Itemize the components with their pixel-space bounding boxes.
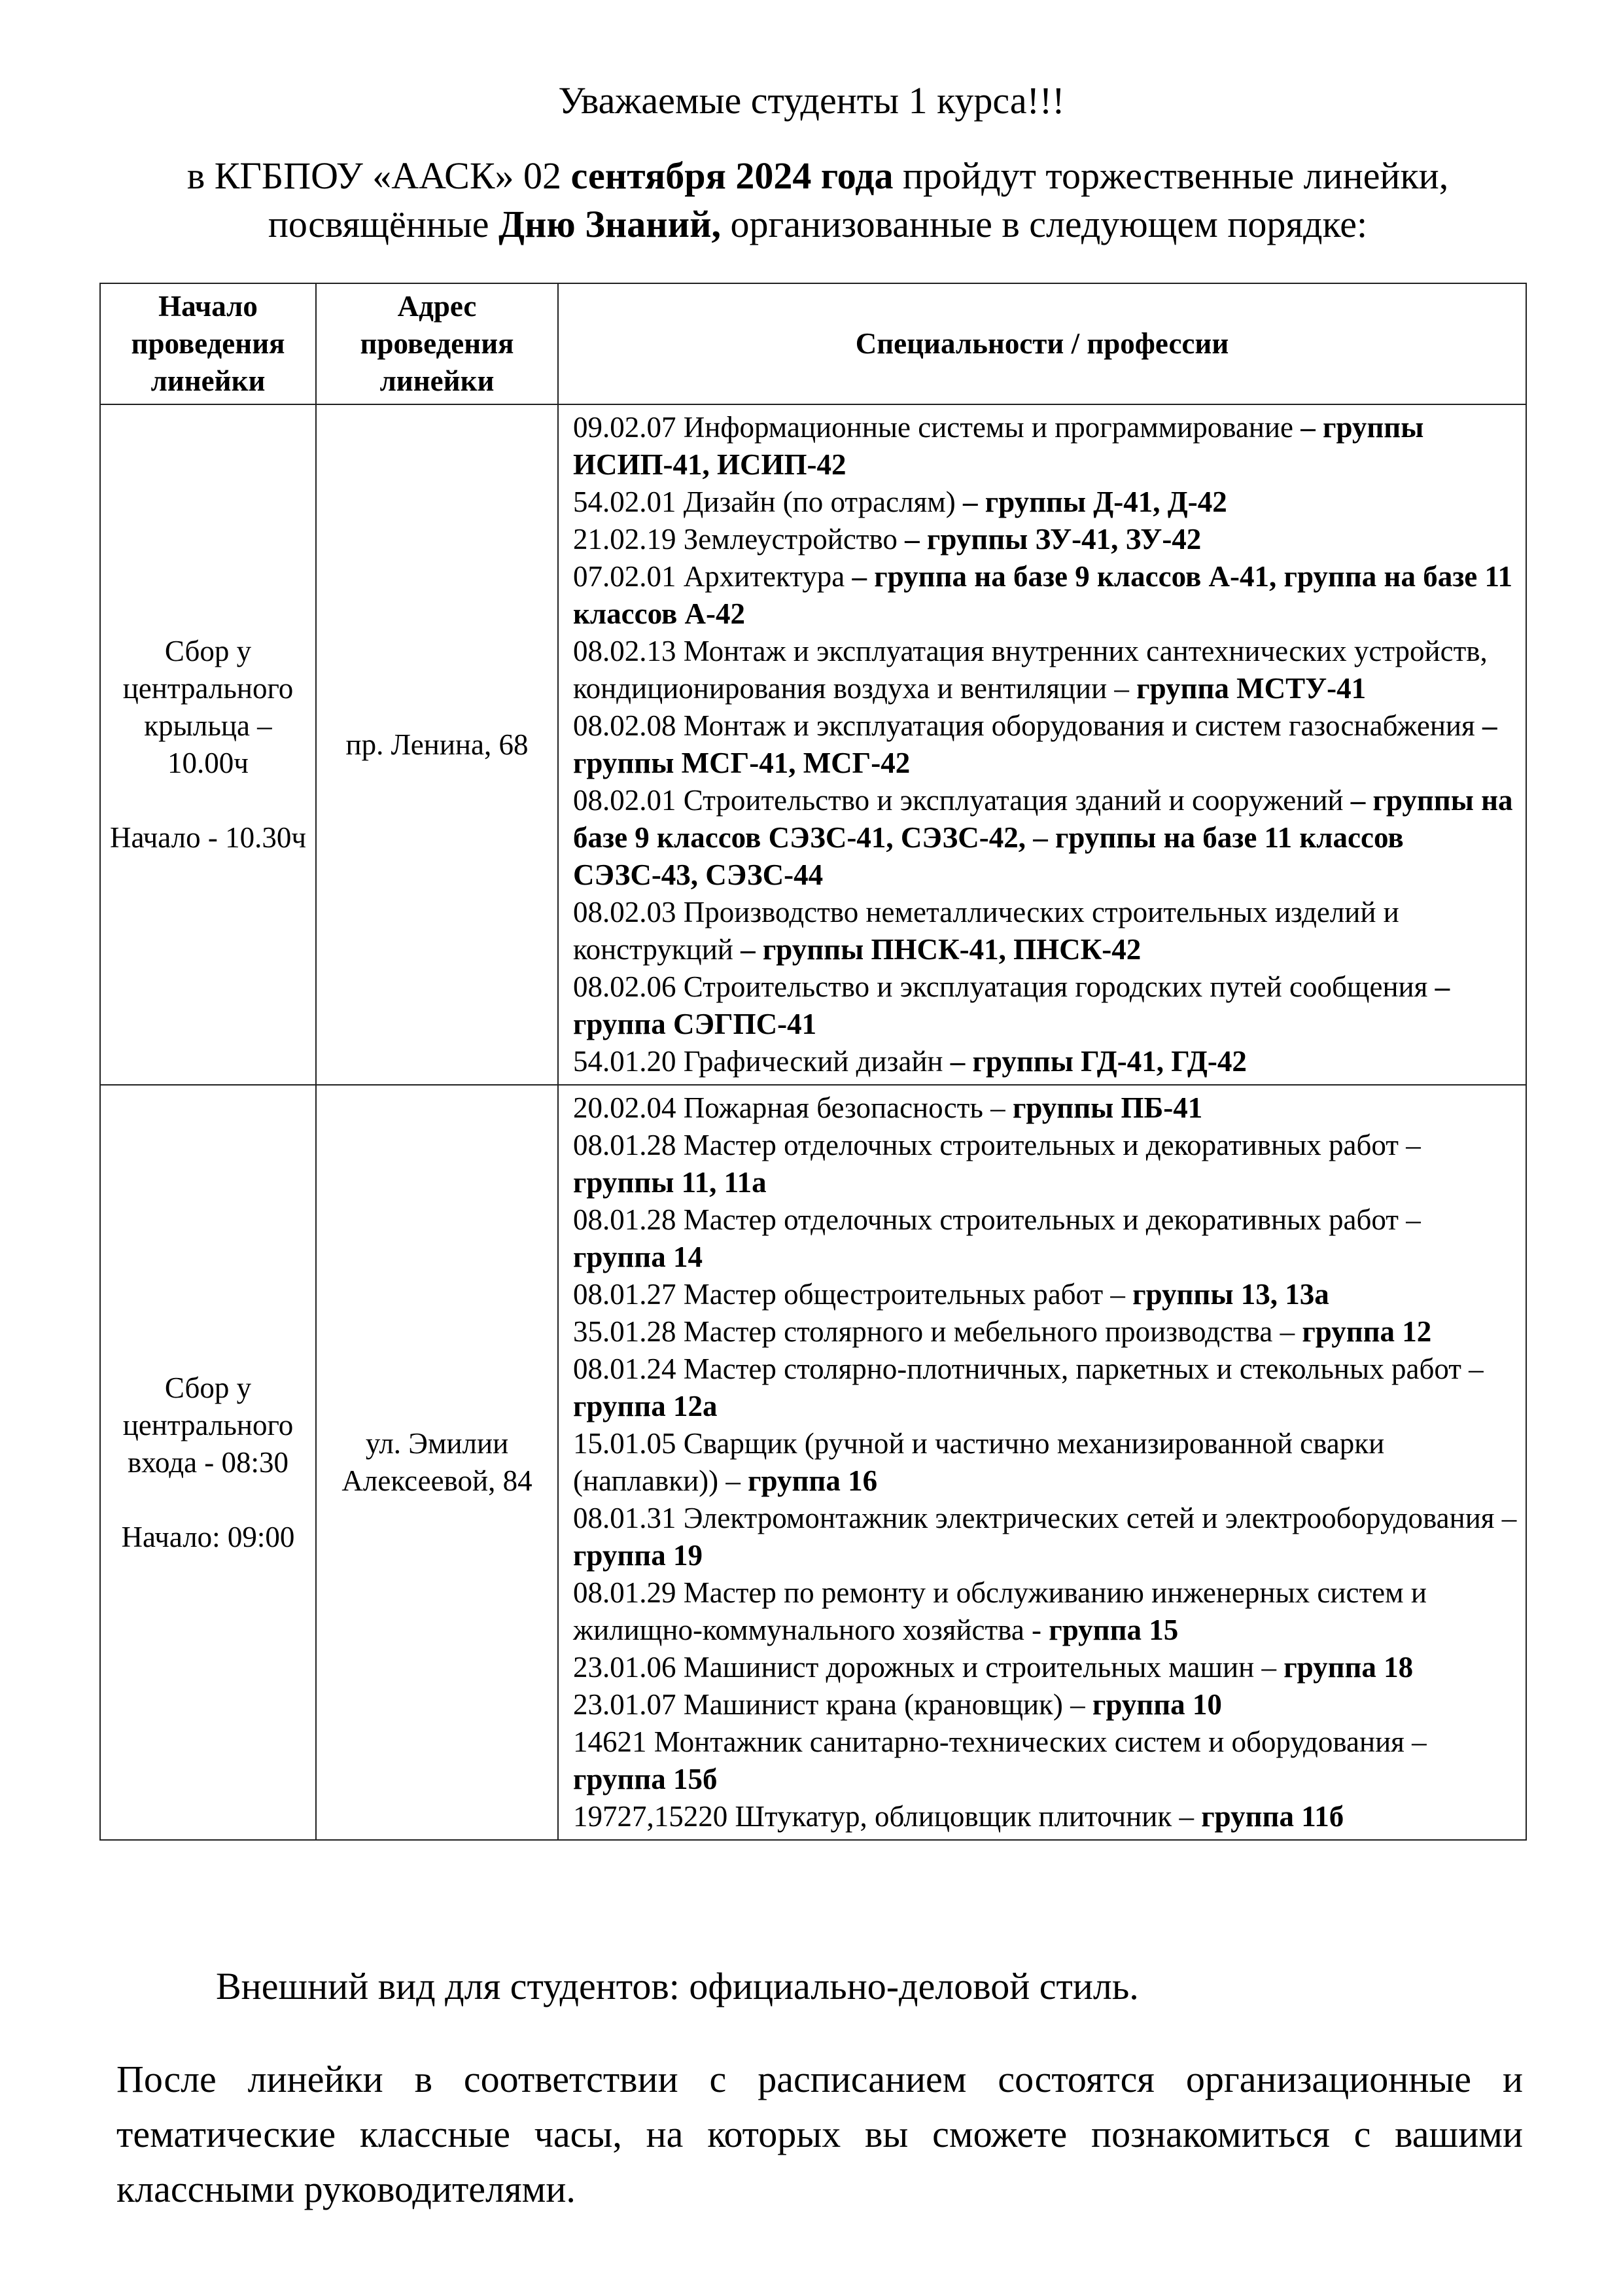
- specialty-groups: – группы МСГ-41, МСГ-42: [573, 709, 1497, 779]
- header-start-time: Начало проведения линейки: [100, 283, 316, 404]
- intro-text-1: в КГБПОУ «ААСК» 02: [186, 154, 571, 197]
- specialty-name: 08.02.01 Строительство и эксплуатация зданий и сооружений: [573, 784, 1351, 817]
- specialty-item: [573, 1500, 1519, 1574]
- specialty-groups: группа МСТУ-41: [1136, 672, 1367, 705]
- specialty-item: [573, 968, 1519, 1043]
- specialty-item: [573, 521, 1519, 558]
- intro-paragraph: [98, 152, 1537, 249]
- specialty-item: [573, 1351, 1519, 1425]
- specialty-groups: – группа СЭГПС-41: [573, 970, 1450, 1040]
- specialty-name: 19727,15220 Штукатур, облицовщик плиточник –: [573, 1800, 1202, 1833]
- spacer: [105, 782, 311, 819]
- cell-specialties: [558, 404, 1526, 1085]
- specialty-name: 15.01.05 Сварщик (ручной и частично механизированной сварки (наплавки)) –: [573, 1427, 1385, 1497]
- specialty-groups: группа 10: [1092, 1688, 1222, 1721]
- specialty-groups: – группы на базе 9 классов СЭЗС-41, СЭЗС-42, – группы на базе 11 классов СЭЗС-43, СЭЗС-44: [573, 784, 1513, 891]
- specialty-item: [573, 1723, 1519, 1798]
- cell-start-time: [100, 404, 316, 1085]
- specialty-item: [573, 1127, 1519, 1201]
- table-row: [100, 404, 1526, 1085]
- specialty-name: 23.01.07 Машинист крана (крановщик) –: [573, 1688, 1092, 1721]
- gathering-time: Сбор у центрального крыльца – 10.00ч: [122, 635, 294, 779]
- table-row: [100, 1085, 1526, 1840]
- cell-specialties: [558, 1085, 1526, 1840]
- specialty-name: 08.02.03 Производство неметаллических строительных изделий и конструкций: [573, 896, 1399, 966]
- specialty-groups: группа 18: [1283, 1651, 1414, 1684]
- specialty-item: [573, 484, 1519, 521]
- start-time: Начало: 09:00: [121, 1520, 295, 1553]
- header-address: Адрес проведения линейки: [316, 283, 558, 404]
- specialty-name: 08.02.13 Монтаж и эксплуатация внутренних сантехнических устройств, кондиционирования воздуха и вентиляции –: [573, 635, 1488, 705]
- specialty-item: [573, 1313, 1519, 1351]
- specialty-name: 08.01.28 Мастер отделочных строительных и декоративных работ –: [573, 1129, 1421, 1161]
- specialty-groups: – группы ГД-41, ГД-42: [950, 1045, 1247, 1078]
- specialty-name: 08.01.29 Мастер по ремонту и обслуживанию инженерных систем и жилищно-коммунального хозяйства -: [573, 1576, 1427, 1646]
- specialty-item: [573, 558, 1519, 633]
- after-ceremony-note: После линейки в соответствии с расписанием состоятся организационные и тематические классные часы, на которых вы сможете познакомиться с вашими классными руководителями.: [116, 2058, 1523, 2210]
- specialty-groups: группы ПБ-41: [1012, 1091, 1203, 1124]
- header-specialties: Специальности / профессии: [558, 283, 1526, 404]
- specialty-name: 54.01.20 Графический дизайн: [573, 1045, 951, 1078]
- cell-address: пр. Ленина, 68: [316, 404, 558, 1085]
- specialty-name: 09.02.07 Информационные системы и программирование: [573, 411, 1301, 444]
- specialty-groups: группа 11б: [1201, 1800, 1344, 1833]
- specialty-groups: группа 14: [573, 1241, 703, 1273]
- specialty-name: 08.01.27 Мастер общестроительных работ –: [573, 1278, 1133, 1311]
- specialty-item: [573, 1201, 1519, 1276]
- specialty-groups: группа 15: [1049, 1614, 1179, 1646]
- intro-text-3: организованные в следующем порядке:: [721, 203, 1368, 245]
- gathering-time: Сбор у центрального входа - 08:30: [122, 1371, 294, 1479]
- specialty-item: [573, 1043, 1519, 1080]
- specialty-name: 08.01.31 Электромонтажник электрических сетей и электрооборудования –: [573, 1502, 1517, 1534]
- specialty-name: 14621 Монтажник санитарно-технических систем и оборудования –: [573, 1725, 1427, 1758]
- specialty-item: [573, 1089, 1519, 1127]
- specialty-groups: – группы ПНСК-41, ПНСК-42: [741, 933, 1142, 966]
- specialty-groups: – группы ИСИП-41, ИСИП-42: [573, 411, 1424, 481]
- table-header-row: [100, 283, 1526, 404]
- specialty-groups: группа 16: [748, 1464, 878, 1497]
- specialty-name: 21.02.19 Землеустройство: [573, 523, 905, 556]
- specialty-groups: группа 12: [1302, 1315, 1432, 1348]
- specialty-name: 20.02.04 Пожарная безопасность –: [573, 1091, 1013, 1124]
- specialty-name: 08.01.28 Мастер отделочных строительных и декоративных работ –: [573, 1203, 1421, 1236]
- specialty-item: [573, 894, 1519, 968]
- cell-start-time: [100, 1085, 316, 1840]
- specialty-item: [573, 1798, 1519, 1835]
- specialty-item: [573, 1686, 1519, 1723]
- specialty-name: 08.01.24 Мастер столярно-плотничных, паркетных и стекольных работ –: [573, 1352, 1484, 1385]
- specialty-item: [573, 409, 1519, 484]
- cell-address: ул. Эмилии Алексеевой, 84: [316, 1085, 558, 1840]
- specialty-name: 08.02.08 Монтаж и эксплуатация оборудования и систем газоснабжения: [573, 709, 1482, 742]
- specialty-groups: группы 13, 13а: [1132, 1278, 1329, 1311]
- specialty-item: [573, 1425, 1519, 1500]
- specialty-groups: – группы ЗУ-41, ЗУ-42: [905, 523, 1202, 556]
- specialty-name: 54.02.01 Дизайн (по отраслям): [573, 486, 963, 518]
- page-title: Уважаемые студенты 1 курса!!!: [558, 79, 1065, 122]
- specialty-item: [573, 633, 1519, 707]
- spacer: [105, 1481, 311, 1519]
- specialty-groups: – группа на базе 9 классов А-41, группа на базе 11 классов А-42: [573, 560, 1513, 630]
- specialty-groups: группа 15б: [573, 1763, 718, 1795]
- intro-event-name: Дню Знаний,: [498, 203, 721, 245]
- specialty-name: 35.01.28 Мастер столярного и мебельного производства –: [573, 1315, 1302, 1348]
- specialty-name: 08.02.06 Строительство и эксплуатация городских путей сообщения: [573, 970, 1435, 1003]
- intro-date: сентября 2024 года: [570, 154, 894, 197]
- specialty-item: [573, 1574, 1519, 1649]
- specialty-item: [573, 782, 1519, 894]
- schedule-table: [99, 283, 1527, 1841]
- specialty-groups: группа 19: [573, 1539, 703, 1572]
- specialty-name: 07.02.01 Архитектура: [573, 560, 852, 593]
- specialty-groups: группы 11, 11а: [573, 1166, 767, 1199]
- specialty-groups: группа 12а: [573, 1390, 718, 1422]
- specialty-item: [573, 1276, 1519, 1313]
- specialty-name: 23.01.06 Машинист дорожных и строительных машин –: [573, 1651, 1284, 1684]
- intro-text-2: пройдут торжественные линейки, посвящённые: [268, 154, 1449, 245]
- specialty-groups: – группы Д-41, Д-42: [962, 486, 1227, 518]
- start-time: Начало - 10.30ч: [110, 821, 306, 854]
- specialty-item: [573, 1649, 1519, 1686]
- specialty-item: [573, 707, 1519, 782]
- dress-code-note: Внешний вид для студентов: официально-деловой стиль.: [216, 1965, 1139, 2007]
